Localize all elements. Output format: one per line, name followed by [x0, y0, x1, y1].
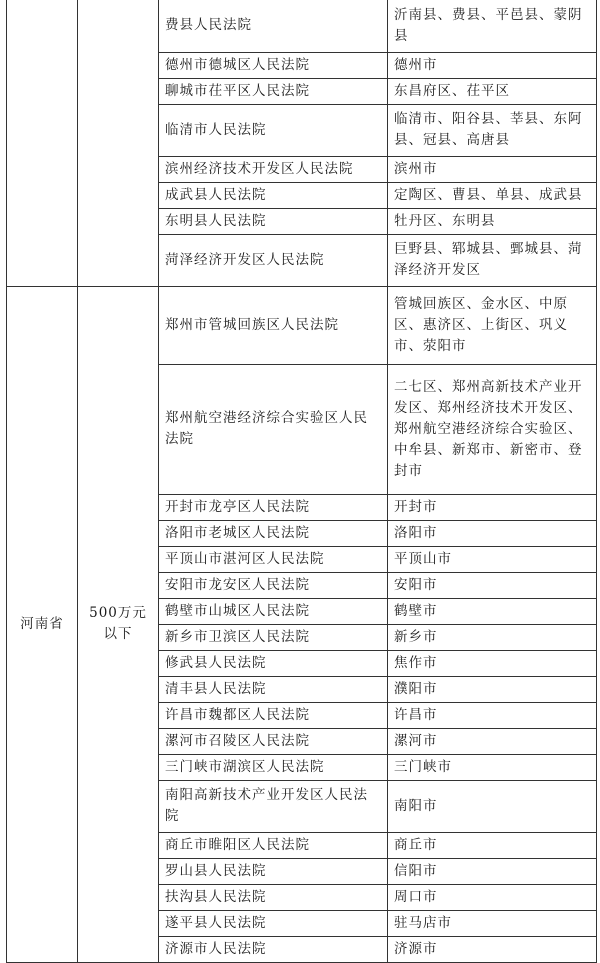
court-name-cell: 德州市德城区人民法院 — [159, 52, 388, 78]
court-name-cell: 平顶山市湛河区人民法院 — [159, 546, 388, 572]
jurisdiction-area-cell: 临清市、阳谷县、莘县、东阿县、冠县、高唐县 — [388, 104, 597, 156]
jurisdiction-area-cell: 管城回族区、金水区、中原区、惠济区、上街区、巩义市、荥阳市 — [388, 286, 597, 364]
amount-line-1: 500万元 — [89, 605, 147, 621]
court-name-cell: 商丘市睢阳区人民法院 — [159, 832, 388, 858]
jurisdiction-area-cell: 三门峡市 — [388, 754, 597, 780]
jurisdiction-area-cell: 洛阳市 — [388, 520, 597, 546]
jurisdiction-area-cell: 商丘市 — [388, 832, 597, 858]
court-name-cell: 鹤壁市山城区人民法院 — [159, 598, 388, 624]
province-cell: 河南省 — [7, 286, 78, 962]
court-name-cell: 遂平县人民法院 — [159, 910, 388, 936]
court-name-cell: 滨州经济技术开发区人民法院 — [159, 156, 388, 182]
court-name-cell: 新乡市卫滨区人民法院 — [159, 624, 388, 650]
court-name-cell: 菏泽经济开发区人民法院 — [159, 234, 388, 286]
jurisdiction-area-cell: 东昌府区、茌平区 — [388, 78, 597, 104]
jurisdiction-area-cell: 驻马店市 — [388, 910, 597, 936]
jurisdiction-area-cell: 南阳市 — [388, 780, 597, 832]
jurisdiction-area-cell: 漯河市 — [388, 728, 597, 754]
jurisdiction-area-cell: 新乡市 — [388, 624, 597, 650]
jurisdiction-area-cell: 巨野县、郓城县、鄄城县、菏泽经济开发区 — [388, 234, 597, 286]
court-name-cell: 洛阳市老城区人民法院 — [159, 520, 388, 546]
court-name-cell: 济源市人民法院 — [159, 936, 388, 962]
jurisdiction-area-cell: 二七区、郑州高新技术产业开发区、郑州经济技术开发区、郑州航空港经济综合实验区、中牟县、新郑市、新密市、登封市 — [388, 364, 597, 494]
court-name-cell: 罗山县人民法院 — [159, 858, 388, 884]
jurisdiction-area-cell: 开封市 — [388, 494, 597, 520]
jurisdiction-area-cell: 平顶山市 — [388, 546, 597, 572]
table-body — [7, 0, 597, 962]
jurisdiction-area-cell: 许昌市 — [388, 702, 597, 728]
amount-line-2: 以下 — [103, 626, 133, 642]
jurisdiction-area-cell: 濮阳市 — [388, 676, 597, 702]
court-jurisdiction-table — [6, 0, 597, 963]
court-name-cell: 修武县人民法院 — [159, 650, 388, 676]
court-name-cell: 郑州市管城回族区人民法院 — [159, 286, 388, 364]
jurisdiction-area-cell: 鹤壁市 — [388, 598, 597, 624]
jurisdiction-area-cell: 德州市 — [388, 52, 597, 78]
jurisdiction-area-cell: 安阳市 — [388, 572, 597, 598]
court-name-cell: 清丰县人民法院 — [159, 676, 388, 702]
jurisdiction-area-cell: 定陶区、曹县、单县、成武县 — [388, 182, 597, 208]
court-name-cell: 聊城市茌平区人民法院 — [159, 78, 388, 104]
court-name-cell: 费县人民法院 — [159, 0, 388, 52]
jurisdiction-area-cell: 牡丹区、东明县 — [388, 208, 597, 234]
jurisdiction-area-cell: 焦作市 — [388, 650, 597, 676]
court-name-cell: 郑州航空港经济综合实验区人民法院 — [159, 364, 388, 494]
jurisdiction-area-cell: 信阳市 — [388, 858, 597, 884]
court-name-cell: 开封市龙亭区人民法院 — [159, 494, 388, 520]
court-name-cell: 许昌市魏都区人民法院 — [159, 702, 388, 728]
court-name-cell: 扶沟县人民法院 — [159, 884, 388, 910]
jurisdiction-area-cell: 济源市 — [388, 936, 597, 962]
court-name-cell: 安阳市龙安区人民法院 — [159, 572, 388, 598]
jurisdiction-area-cell: 滨州市 — [388, 156, 597, 182]
court-name-cell: 三门峡市湖滨区人民法院 — [159, 754, 388, 780]
court-name-cell: 成武县人民法院 — [159, 182, 388, 208]
court-name-cell: 东明县人民法院 — [159, 208, 388, 234]
province-cell-empty — [7, 0, 78, 286]
amount-cell-empty — [78, 0, 159, 286]
jurisdiction-area-cell: 沂南县、费县、平邑县、蒙阴县 — [388, 0, 597, 52]
court-name-cell: 漯河市召陵区人民法院 — [159, 728, 388, 754]
jurisdiction-area-cell: 周口市 — [388, 884, 597, 910]
amount-cell — [78, 286, 159, 962]
table-row — [7, 286, 597, 364]
court-name-cell: 临清市人民法院 — [159, 104, 388, 156]
table-row — [7, 0, 597, 52]
court-name-cell: 南阳高新技术产业开发区人民法院 — [159, 780, 388, 832]
